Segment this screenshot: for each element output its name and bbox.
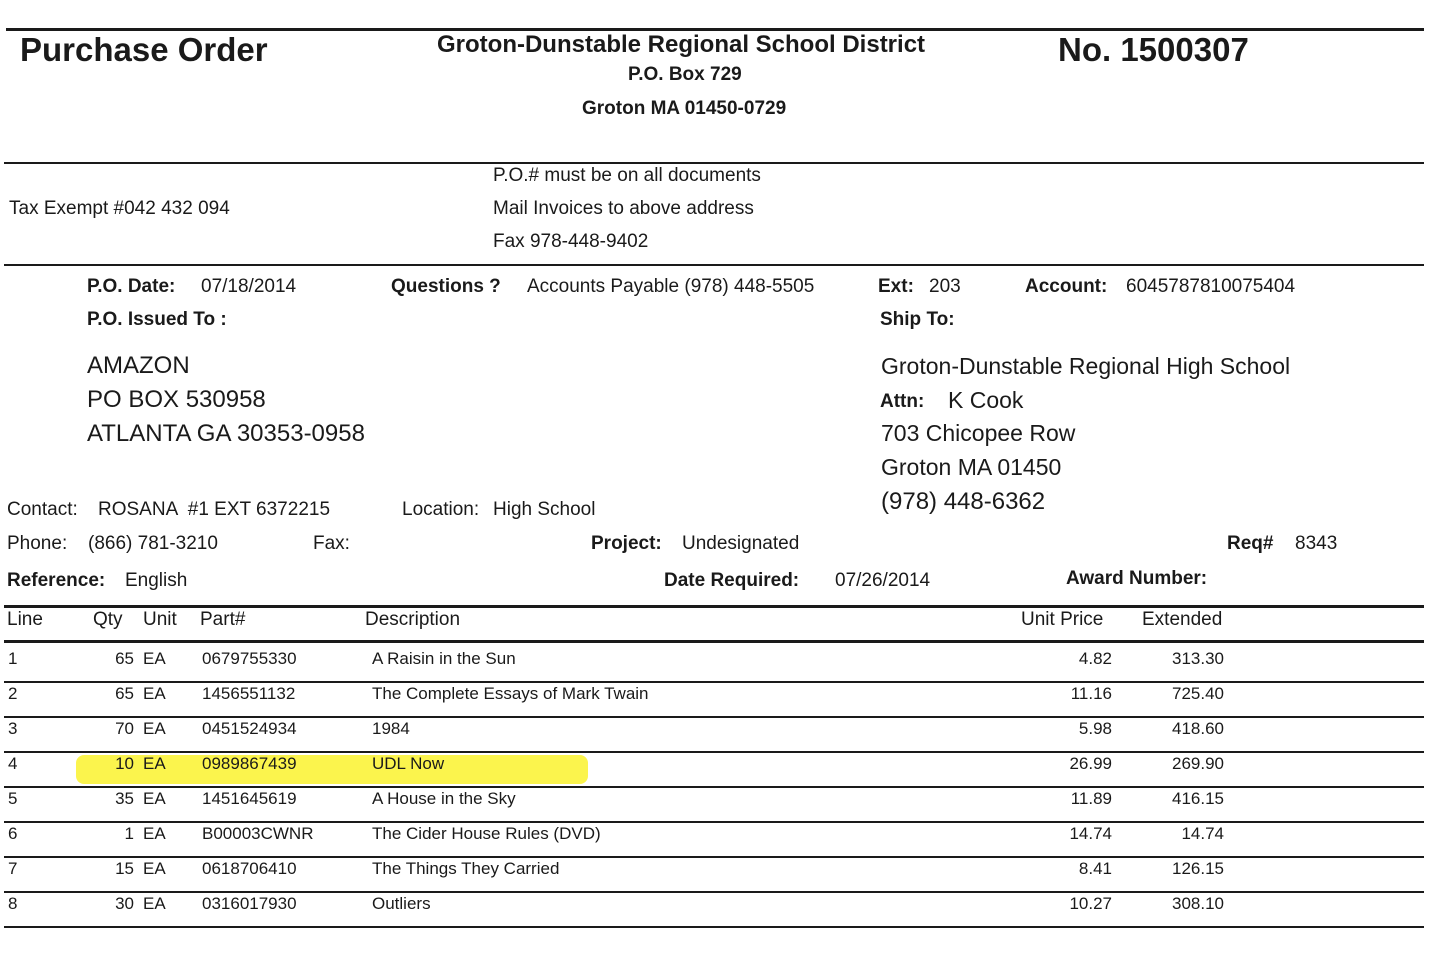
cell-line: 7 (8, 859, 18, 878)
col-header-qty: Qty (93, 609, 123, 630)
notice-line-1: P.O.# must be on all documents (493, 165, 761, 186)
req-value: 8343 (1295, 533, 1338, 554)
cell-unit: EA (143, 684, 166, 703)
cell-extended: 308.10 (1172, 894, 1224, 913)
project-value: Undesignated (682, 533, 800, 554)
cell-qty: 30 (115, 894, 134, 913)
table-row (0, 719, 1456, 754)
col-header-unit: Unit (143, 609, 177, 630)
po-number: No. 1500307 (1058, 31, 1249, 68)
cell-line: 5 (8, 789, 18, 808)
contact-value: ROSANA #1 EXT 6372215 (98, 499, 331, 520)
row-rule (4, 716, 1424, 718)
cell-line: 1 (8, 649, 18, 668)
table-row (0, 824, 1456, 859)
row-rule (4, 821, 1424, 823)
vendor-name: AMAZON (87, 352, 190, 379)
cell-description: UDL Now (372, 754, 445, 773)
attn-value: K Cook (948, 387, 1024, 413)
cell-qty: 1 (124, 824, 134, 843)
cell-part: 1456551132 (202, 684, 296, 703)
cell-unit: EA (143, 824, 166, 843)
account-label: Account: (1025, 276, 1108, 297)
cell-qty: 65 (115, 684, 134, 703)
document-title: Purchase Order (20, 31, 268, 68)
table-row (0, 754, 1456, 789)
cell-unit-price: 11.16 (1070, 684, 1112, 703)
table-row (0, 894, 1456, 929)
cell-description: The Complete Essays of Mark Twain (372, 684, 649, 703)
cell-extended: 313.30 (1172, 649, 1224, 668)
vendor-address-1: PO BOX 530958 (87, 386, 266, 413)
table-row (0, 789, 1456, 824)
table-top-rule (4, 605, 1424, 608)
col-header-line: Line (7, 609, 43, 630)
issued-to-label: P.O. Issued To : (87, 309, 227, 330)
cell-qty: 70 (115, 719, 134, 738)
cell-part: 0618706410 (202, 859, 297, 878)
vendor-address-2: ATLANTA GA 30353-0958 (87, 420, 365, 447)
row-rule (4, 856, 1424, 858)
col-header-description: Description (365, 609, 461, 630)
contact-label: Contact: (7, 499, 78, 520)
district-city: Groton MA 01450-0729 (582, 98, 787, 119)
cell-unit: EA (143, 754, 166, 773)
cell-line: 8 (8, 894, 18, 913)
rule-2 (4, 162, 1424, 164)
account-value: 6045787810075404 (1126, 276, 1296, 297)
cell-line: 6 (8, 824, 18, 843)
notice-line-2: Mail Invoices to above address (493, 198, 754, 219)
reference-value: English (125, 570, 188, 591)
notice-line-3: Fax 978-448-9402 (493, 231, 649, 252)
row-rule (4, 681, 1424, 683)
cell-extended: 126.15 (1172, 859, 1224, 878)
cell-part: 0679755330 (202, 649, 297, 668)
cell-qty: 35 (115, 789, 134, 808)
award-number-label: Award Number: (1066, 568, 1208, 589)
cell-part: 0451524934 (202, 719, 297, 738)
po-date: 07/18/2014 (201, 276, 297, 297)
cell-extended: 418.60 (1172, 719, 1224, 738)
cell-description: Outliers (372, 894, 431, 913)
cell-description: A House in the Sky (372, 789, 516, 808)
district-name: Groton-Dunstable Regional School District (437, 31, 926, 58)
cell-description: 1984 (372, 719, 410, 738)
cell-unit-price: 11.89 (1070, 789, 1112, 808)
location-value: High School (493, 499, 596, 520)
row-rule (4, 751, 1424, 753)
row-rule (4, 891, 1424, 893)
table-row (0, 859, 1456, 894)
cell-qty: 10 (115, 754, 134, 773)
ship-to-label: Ship To: (880, 309, 955, 330)
cell-description: The Cider House Rules (DVD) (372, 824, 601, 843)
req-label: Req# (1227, 533, 1274, 554)
cell-unit-price: 5.98 (1078, 719, 1112, 738)
date-required-value: 07/26/2014 (835, 570, 931, 591)
cell-unit-price: 14.74 (1069, 824, 1112, 843)
cell-qty: 65 (115, 649, 134, 668)
rule-3 (4, 264, 1424, 266)
cell-line: 3 (8, 719, 18, 738)
reference-label: Reference: (7, 570, 106, 591)
cell-extended: 269.90 (1172, 754, 1224, 773)
project-label: Project: (591, 533, 662, 554)
cell-part: 0316017930 (202, 894, 297, 913)
location-label: Location: (402, 499, 480, 520)
date-required-label: Date Required: (664, 570, 800, 591)
cell-description: The Things They Carried (372, 859, 560, 878)
cell-unit: EA (143, 719, 166, 738)
phone-value: (866) 781-3210 (88, 533, 218, 554)
ship-to-name: Groton-Dunstable Regional High School (881, 353, 1291, 379)
cell-unit: EA (143, 894, 166, 913)
district-po-box: P.O. Box 729 (628, 64, 742, 85)
ship-to-address-1: 703 Chicopee Row (881, 420, 1076, 446)
col-header-extended: Extended (1142, 609, 1223, 630)
ship-to-phone: (978) 448-6362 (881, 488, 1046, 515)
ship-to-address-2: Groton MA 01450 (881, 454, 1062, 480)
cell-part: 1451645619 (202, 789, 297, 808)
cell-unit-price: 8.41 (1078, 859, 1112, 878)
row-rule (4, 786, 1424, 788)
cell-unit: EA (143, 789, 166, 808)
ext-value: 203 (929, 276, 961, 297)
table-bottom-rule (4, 926, 1424, 928)
cell-unit: EA (143, 649, 166, 668)
cell-part: B00003CWNR (202, 824, 314, 843)
col-header-unit-price: Unit Price (1021, 609, 1104, 630)
cell-description: A Raisin in the Sun (372, 649, 516, 668)
cell-part: 0989867439 (202, 754, 297, 773)
table-row (0, 649, 1456, 684)
cell-qty: 15 (115, 859, 134, 878)
cell-line: 2 (8, 684, 18, 703)
questions-label: Questions ? (391, 276, 501, 297)
questions-value: Accounts Payable (978) 448-5505 (527, 276, 815, 297)
attn-label: Attn: (880, 391, 925, 412)
table-row (0, 684, 1456, 719)
col-header-part: Part# (200, 609, 246, 630)
cell-unit-price: 10.27 (1069, 894, 1112, 913)
cell-unit-price: 26.99 (1069, 754, 1112, 773)
phone-label: Phone: (7, 533, 68, 554)
cell-extended: 14.74 (1181, 824, 1224, 843)
cell-extended: 416.15 (1172, 789, 1224, 808)
ext-label: Ext: (878, 276, 914, 297)
tax-exempt: Tax Exempt #042 432 094 (9, 198, 230, 219)
cell-unit: EA (143, 859, 166, 878)
cell-extended: 725.40 (1172, 684, 1224, 703)
cell-line: 4 (8, 754, 18, 773)
po-date-label: P.O. Date: (87, 276, 176, 297)
fax-label: Fax: (313, 533, 350, 554)
cell-unit-price: 4.82 (1078, 649, 1112, 668)
table-header-rule (4, 640, 1424, 643)
